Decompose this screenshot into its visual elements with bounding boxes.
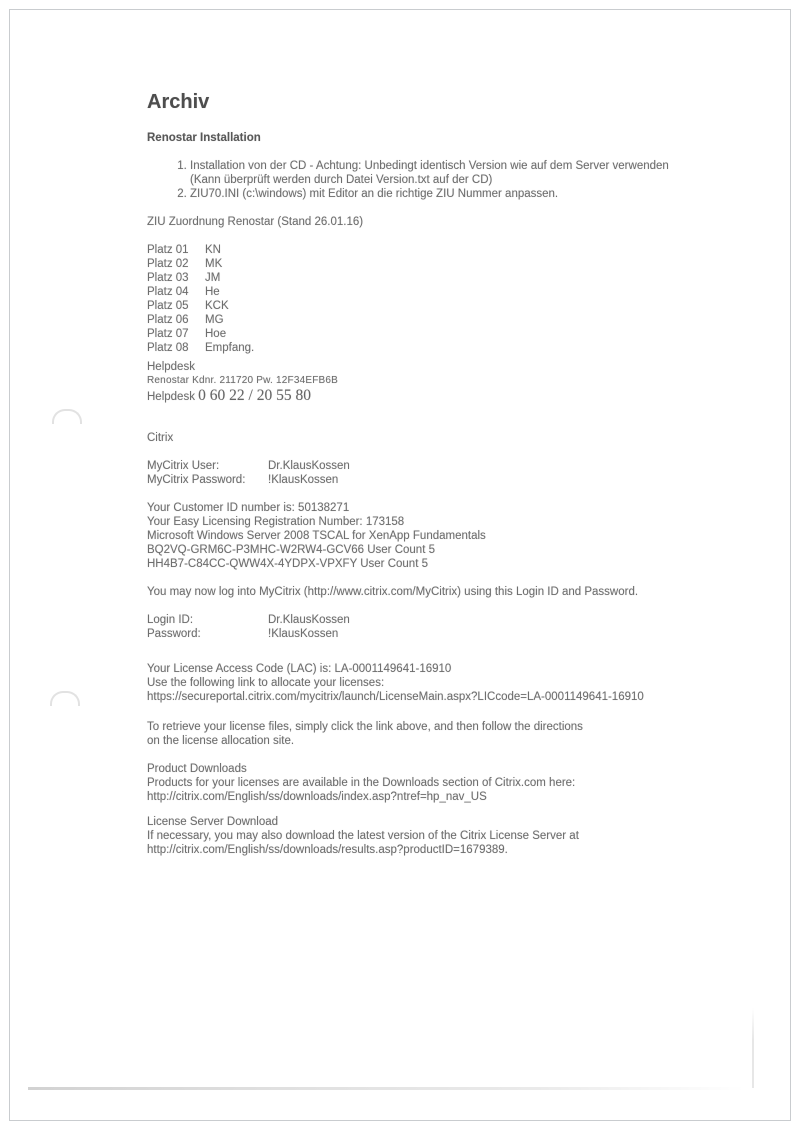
platz-label: Platz 01 <box>147 244 189 256</box>
platz-value: Hoe <box>205 328 227 340</box>
license-key-1: BQ2VQ-GRM6C-P3MHC-W2RW4-GCV66 User Count 5 <box>147 544 435 556</box>
login-id-label: Login ID: <box>147 614 194 626</box>
platz-value: KN <box>205 244 221 256</box>
platz-value: He <box>205 286 220 298</box>
tscal-line: Microsoft Windows Server 2008 TSCAL for XenApp Fundamentals <box>147 530 486 542</box>
license-server-download-block <box>147 815 579 857</box>
license-key-2: HH4B7-C84CC-QWW4X-4YDPX-VPXFY User Count 5 <box>147 558 428 570</box>
platz-label: Platz 04 <box>147 286 189 298</box>
customer-license-block <box>147 501 486 571</box>
ziu-row <box>147 271 254 285</box>
mycitrix-password-label: MyCitrix Password: <box>147 474 246 486</box>
punch-hole-bottom <box>50 691 80 706</box>
ziu-row <box>147 313 254 327</box>
paper-edge-shadow-bottom <box>28 1087 752 1090</box>
mycitrix-user-row <box>147 459 350 473</box>
license-server-line: If necessary, you may also download the latest version of the Citrix License Server at <box>147 830 579 842</box>
login-note: You may now log into MyCitrix (http://www.citrix.com/MyCitrix) using this Login ID and Password. <box>147 586 639 598</box>
platz-value: JM <box>205 272 221 284</box>
license-access-code-block <box>147 662 644 704</box>
product-downloads-block <box>147 762 575 804</box>
section-title-ziu-zuordnung: ZIU Zuordnung Renostar (Stand 26.01.16) <box>147 216 364 228</box>
easy-licensing-line: Your Easy Licensing Registration Number: 173158 <box>147 516 405 528</box>
ziu-row <box>147 285 254 299</box>
installation-steps-list <box>147 159 767 201</box>
platz-label: Platz 02 <box>147 258 189 270</box>
ziu-row <box>147 257 254 271</box>
password-label: Password: <box>147 628 201 640</box>
license-server-title: License Server Download <box>147 816 279 828</box>
allocate-url-text: https://secureportal.citrix.com/mycitrix/launch/LicenseMain.aspx?LICcode=LA-0001149641-16910 <box>147 691 644 703</box>
punch-hole-top <box>52 409 82 424</box>
platz-value: MK <box>205 258 223 270</box>
helpdesk-phone-number: 0 60 22 / 20 55 80 <box>198 387 311 404</box>
ziu-row <box>147 341 254 355</box>
product-downloads-line: Products for your licenses are available in the Downloads section of Citrix.com here: <box>147 777 576 789</box>
retrieve-line-2: on the license allocation site. <box>147 735 295 747</box>
mycitrix-password-value: !KlausKossen <box>268 474 339 486</box>
login-id-value: Dr.KlausKossen <box>268 614 350 626</box>
platz-label: Platz 08 <box>147 342 189 354</box>
mycitrix-credentials <box>147 459 350 487</box>
retrieve-line-1: To retrieve your license files, simply click the link above, and then follow the directions <box>147 721 583 733</box>
section-title-renostar-installation: Renostar Installation <box>147 132 261 144</box>
lac-line: Your License Access Code (LAC) is: LA-0001149641-16910 <box>147 663 452 675</box>
platz-label: Platz 03 <box>147 272 189 284</box>
ziu-row <box>147 327 254 341</box>
step-2-line-1: ZIU70.INI (c:\windows) mit Editor an die richtige ZIU Nummer anpassen. <box>190 188 559 200</box>
mycitrix-user-label: MyCitrix User: <box>147 460 220 472</box>
platz-label: Platz 05 <box>147 300 189 312</box>
license-server-url-text: http://citrix.com/English/ss/downloads/results.asp?productID=1679389. <box>147 844 508 856</box>
helpdesk-phone-label: Helpdesk <box>147 391 195 403</box>
platz-label: Platz 07 <box>147 328 189 340</box>
ziu-assignment-table <box>147 243 254 355</box>
installation-step-1 <box>190 159 767 187</box>
helpdesk-section <box>147 360 338 406</box>
product-downloads-url-text: http://citrix.com/English/ss/downloads/index.asp?ntref=hp_nav_US <box>147 791 487 803</box>
mycitrix-user-value: Dr.KlausKossen <box>268 460 350 472</box>
installation-step-2 <box>190 187 767 201</box>
helpdesk-phone-line <box>147 387 338 406</box>
password-row <box>147 627 350 641</box>
platz-value: KCK <box>205 300 229 312</box>
login-credentials <box>147 613 350 641</box>
ziu-row <box>147 243 254 257</box>
password-value: !KlausKossen <box>268 628 339 640</box>
ziu-row <box>147 299 254 313</box>
platz-value: Empfang. <box>205 342 255 354</box>
helpdesk-account-line: Renostar Kdnr. 211720 Pw. 12F34EFB6B <box>147 375 339 386</box>
login-id-row <box>147 613 350 627</box>
page-title: Archiv <box>147 91 210 113</box>
paper-edge-shadow-right <box>752 1008 754 1088</box>
mycitrix-password-row <box>147 473 350 487</box>
platz-label: Platz 06 <box>147 314 189 326</box>
allocate-line: Use the following link to allocate your licenses: <box>147 677 385 689</box>
step-1-line-1: Installation von der CD - Achtung: Unbedingt identisch Version wie auf dem Server verwenden <box>190 160 669 172</box>
platz-value: MG <box>205 314 224 326</box>
step-1-line-2: (Kann überprüft werden durch Datei Version.txt auf der CD) <box>190 174 493 186</box>
retrieve-instructions <box>147 720 583 748</box>
product-downloads-title: Product Downloads <box>147 763 247 775</box>
customer-id-line: Your Customer ID number is: 50138271 <box>147 502 350 514</box>
helpdesk-title: Helpdesk <box>147 361 195 373</box>
section-title-citrix: Citrix <box>147 432 174 444</box>
